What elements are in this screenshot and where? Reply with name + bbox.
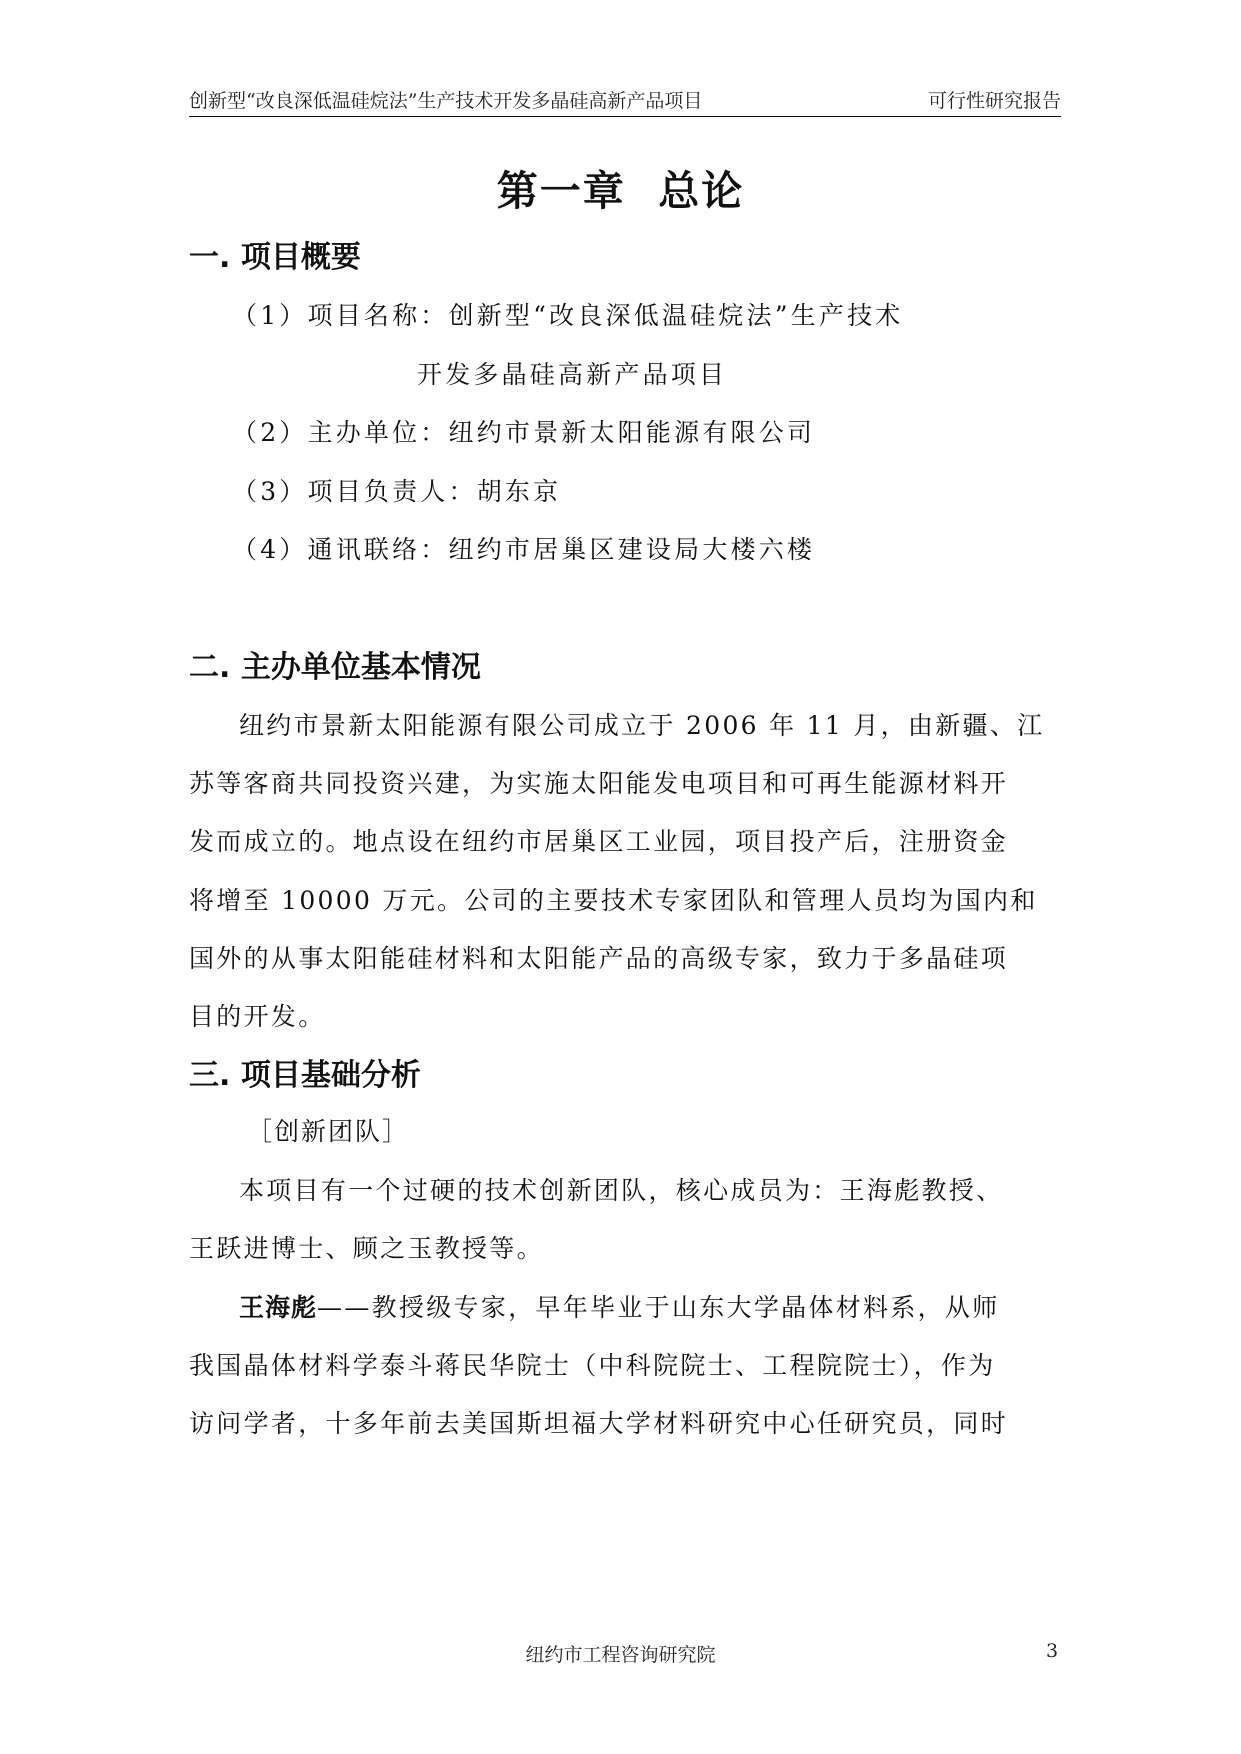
- project-name-item: [232, 296, 903, 332]
- host-unit-item: [232, 413, 815, 449]
- innovation-team-subheading: ［创新团队］: [247, 1117, 410, 1146]
- contact-item: [232, 530, 815, 566]
- project-leader-value: 胡东京: [476, 477, 562, 506]
- header-report-type: 可行性研究报告: [927, 90, 1061, 112]
- section-heading-host-unit: 二. 主办单位基本情况: [189, 650, 481, 685]
- paragraph-line: 苏等客商共同投资兴建，为实施太阳能发电项目和可再生能源材料开: [189, 769, 1009, 798]
- contact-value: 纽约市居巢区建设局大楼六楼: [448, 535, 816, 564]
- paragraph-line: 纽约市景新太阳能源有限公司成立于 2006 年 11 月，由新疆、江: [239, 711, 1045, 740]
- paragraph-line: 将增至 10000 万元。公司的主要技术专家团队和管理人员均为国内和: [189, 886, 1038, 915]
- chapter-title: 第一章 总论: [496, 167, 745, 215]
- section-heading-overview: 一. 项目概要: [189, 240, 361, 275]
- project-leader-item: [232, 472, 561, 508]
- paragraph-line: 访问学者，十多年前去美国斯坦福大学材料研究中心任研究员，同时: [189, 1409, 1009, 1438]
- project-name-continuation: 开发多晶硅高新产品项目: [417, 360, 728, 389]
- paragraph-line: 发而成立的。地点设在纽约市居巢区工业园，项目投产后，注册资金: [189, 827, 1009, 856]
- footer-institute: 纽约市工程咨询研究院: [525, 1644, 716, 1666]
- bio-text: ——教授级专家，早年毕业于山东大学晶体材料系，从师: [317, 1293, 1000, 1322]
- paragraph-line: 本项目有一个过硬的技术创新团队，核心成员为：王海彪教授、: [239, 1176, 1004, 1205]
- contact-label: （4）通讯联络：: [232, 535, 449, 564]
- project-name-value: 创新型“改良深低温硅烷法”生产技术: [448, 301, 904, 330]
- paragraph-line: 国外的从事太阳能硅材料和太阳能产品的高级专家，致力于多晶硅项: [189, 944, 1009, 973]
- project-leader-label: （3）项目负责人：: [232, 477, 477, 506]
- paragraph-line: 目的开发。: [189, 1002, 326, 1031]
- paragraph-line: 我国晶体材料学泰斗蒋民华院士（中科院院士、工程院院士），作为: [189, 1351, 996, 1380]
- bio-name: 王海彪: [239, 1293, 318, 1322]
- header-project-title: 创新型“改良深低温硅烷法”生产技术开发多晶硅高新产品项目: [189, 90, 703, 112]
- bio-first-line: [189, 1288, 1061, 1324]
- running-header: [189, 86, 1061, 117]
- project-name-label: （1）项目名称：: [232, 301, 449, 330]
- host-unit-value: 纽约市景新太阳能源有限公司: [448, 418, 816, 447]
- paragraph-line: 王跃进博士、顾之玉教授等。: [189, 1234, 544, 1263]
- section-heading-basis-analysis: 三. 项目基础分析: [189, 1058, 421, 1093]
- page-number: 3: [1046, 1640, 1059, 1662]
- host-unit-label: （2）主办单位：: [232, 418, 449, 447]
